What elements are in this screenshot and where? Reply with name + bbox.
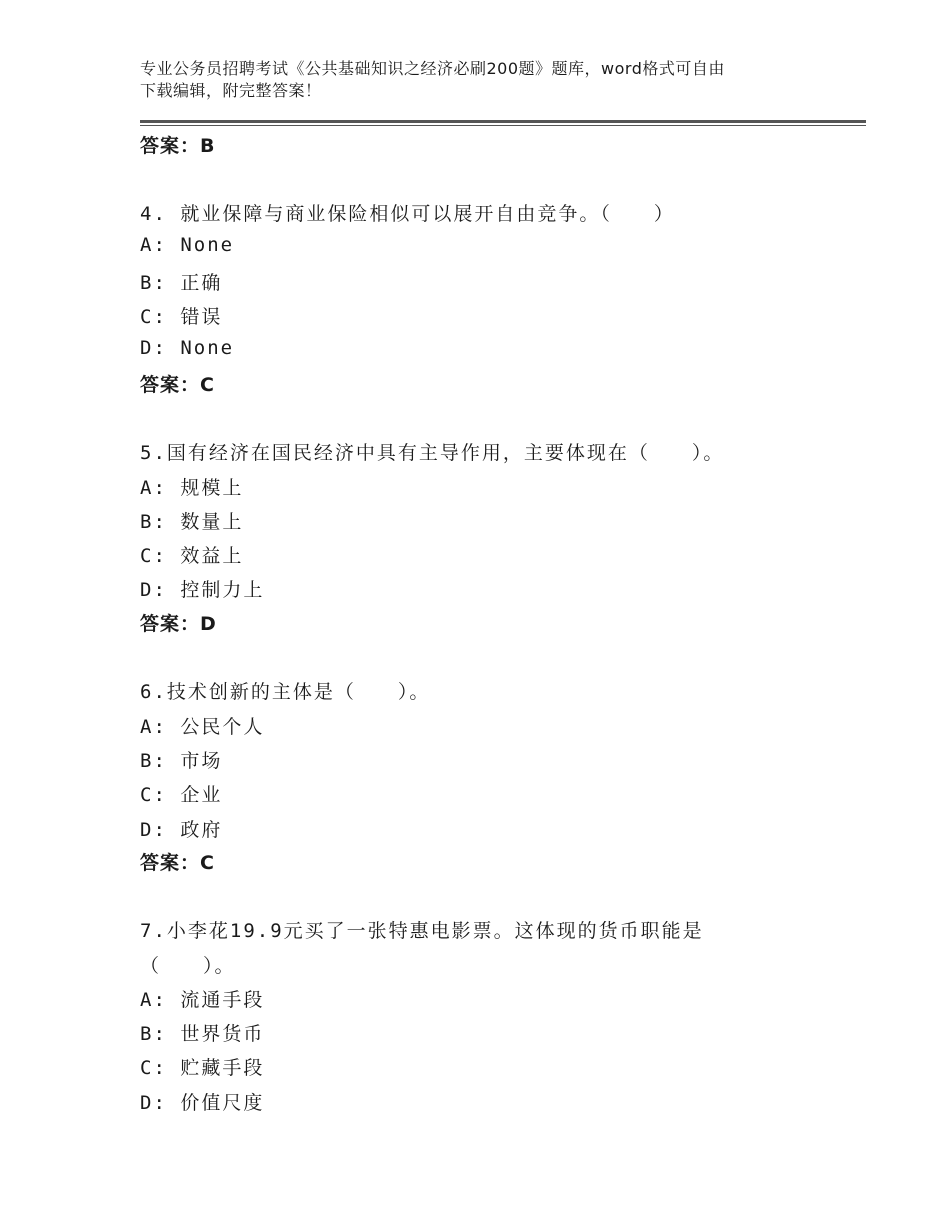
question-5-option-a: A: 规模上 bbox=[140, 477, 244, 499]
question-4-text: 4. 就业保障与商业保险相似可以展开自由竞争。（ ） bbox=[140, 203, 675, 225]
header-line-2: 下载编辑，附完整答案！ bbox=[140, 81, 322, 100]
question-6-option-d: D: 政府 bbox=[140, 819, 223, 841]
header-rule-thin bbox=[140, 125, 866, 126]
question-6-option-a: A: 公民个人 bbox=[140, 716, 265, 738]
question-5-option-c: C: 效益上 bbox=[140, 545, 244, 567]
answer-prev: 答案：B bbox=[140, 135, 216, 157]
question-7-option-a: A: 流通手段 bbox=[140, 989, 265, 1011]
question-7-text-line-2: （ ）。 bbox=[140, 955, 236, 977]
question-4-option-b: B: 正确 bbox=[140, 272, 223, 294]
question-6-option-c: C: 企业 bbox=[140, 784, 223, 806]
question-7-option-b: B: 世界货币 bbox=[140, 1023, 265, 1045]
question-5-answer: 答案：D bbox=[140, 613, 217, 635]
question-6-text: 6.技术创新的主体是（ ）。 bbox=[140, 681, 431, 703]
header-line-1: 专业公务员招聘考试《公共基础知识之经济必刷200题》题库，word格式可自由 bbox=[140, 59, 725, 78]
question-5-text: 5.国有经济在国民经济中具有主导作用，主要体现在（ ）。 bbox=[140, 442, 725, 464]
question-5-option-d: D: 控制力上 bbox=[140, 579, 265, 601]
question-4-option-c: C: 错误 bbox=[140, 306, 223, 328]
document-header bbox=[140, 58, 820, 102]
question-4-option-a: A: None bbox=[140, 234, 235, 256]
question-5-option-b: B: 数量上 bbox=[140, 511, 244, 533]
question-7-text-line-1: 7.小李花19.9元买了一张特惠电影票。这体现的货币职能是 bbox=[140, 920, 704, 942]
question-4-answer: 答案：C bbox=[140, 374, 215, 396]
question-4-option-d: D: None bbox=[140, 337, 235, 359]
header-rule-thick bbox=[140, 120, 866, 123]
question-6-option-b: B: 市场 bbox=[140, 750, 223, 772]
question-7-option-c: C: 贮藏手段 bbox=[140, 1057, 265, 1079]
question-6-answer: 答案：C bbox=[140, 852, 215, 874]
question-7-option-d: D: 价值尺度 bbox=[140, 1092, 265, 1114]
